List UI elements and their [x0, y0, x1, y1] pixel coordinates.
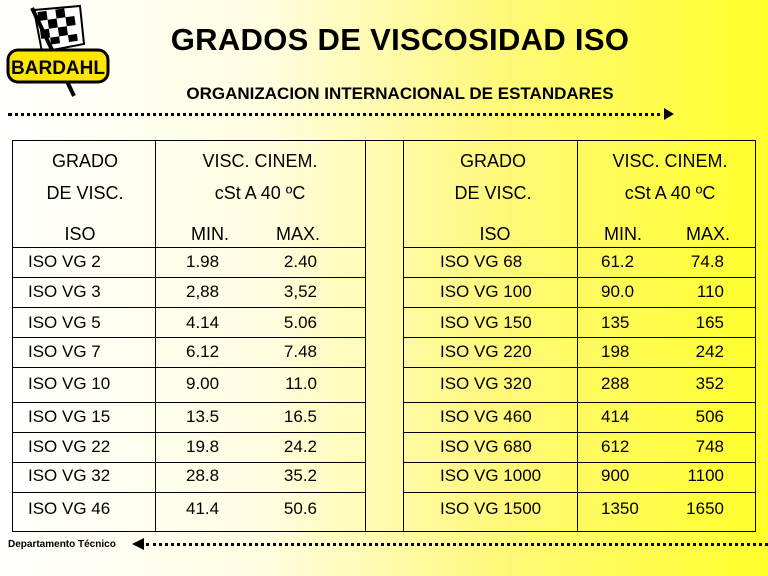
cell-grade: ISO VG 10: [28, 374, 111, 393]
cell-grade: ISO VG 320: [440, 374, 532, 393]
cell-max: 74.8: [690, 252, 724, 271]
cell-min: 41.4: [186, 499, 220, 518]
table-divider: [577, 140, 578, 532]
cell-max: 50.6: [283, 499, 317, 518]
page-subtitle: ORGANIZACION INTERNACIONAL DE ESTANDARES: [186, 84, 614, 103]
cell-max: 24.2: [283, 437, 317, 456]
cell-max: 352: [695, 374, 724, 393]
cell-max: 165: [695, 313, 724, 332]
cell-grade: ISO VG 2: [28, 252, 101, 271]
bottom-dotted-divider: [146, 543, 768, 546]
cell-grade: ISO VG 7: [28, 342, 101, 361]
cell-grade: ISO VG 3: [28, 282, 101, 301]
header-min: MIN.: [604, 224, 642, 244]
cell-max: 242: [695, 342, 724, 361]
cell-max: 7.48: [283, 342, 317, 361]
cell-min: 6.12: [186, 342, 220, 361]
header-iso: ISO: [64, 224, 96, 244]
cell-grade: ISO VG 100: [440, 282, 532, 301]
cell-min: 28.8: [186, 466, 220, 485]
cell-grade: ISO VG 22: [28, 437, 111, 456]
header-grado: GRADO: [459, 151, 526, 171]
bardahl-logo: [4, 4, 112, 98]
cell-min: 612: [601, 437, 630, 456]
cell-min: 61.2: [601, 252, 635, 271]
cell-grade: ISO VG 1500: [440, 499, 542, 518]
header-max: MAX.: [685, 224, 730, 244]
header-de-visc: DE VISC.: [46, 183, 124, 203]
table-border-left: [12, 140, 13, 532]
cell-min: 198: [601, 342, 630, 361]
cell-min: 414: [601, 407, 630, 426]
header-iso: ISO: [479, 224, 511, 244]
cell-max: 35.2: [283, 466, 317, 485]
cell-grade: ISO VG 460: [440, 407, 532, 426]
table-divider: [403, 140, 404, 532]
header-min: MIN.: [191, 224, 229, 244]
cell-min: 9.00: [186, 374, 220, 393]
cell-grade: ISO VG 680: [440, 437, 532, 456]
cell-max: 16.5: [283, 407, 317, 426]
cell-max: 11.0: [285, 374, 317, 393]
header-grado: GRADO: [51, 151, 118, 171]
cell-grade: ISO VG 15: [28, 407, 111, 426]
cell-max: 110: [696, 282, 724, 301]
cell-min: 2,88: [186, 282, 220, 301]
cell-grade: ISO VG 32: [28, 466, 111, 485]
cell-max: 506: [695, 407, 724, 426]
page-title: GRADOS DE VISCOSIDAD ISO: [170, 22, 630, 57]
cell-grade: ISO VG 150: [440, 313, 532, 332]
header-cst: cSt A 40 ºC: [214, 183, 306, 203]
cell-max: 1100: [687, 466, 724, 485]
cell-min: 19.8: [186, 437, 220, 456]
arrow-left-icon: [132, 538, 144, 550]
cell-min: 900: [601, 466, 630, 485]
cell-grade: ISO VG 1000: [440, 466, 542, 485]
cell-grade: ISO VG 46: [28, 499, 111, 518]
header-de-visc: DE VISC.: [454, 183, 532, 203]
cell-min: 4.14: [186, 313, 220, 332]
header-visc-cinem: VISC. CINEM.: [202, 151, 318, 171]
cell-grade: ISO VG 68: [440, 252, 523, 271]
table-divider: [365, 140, 366, 532]
cell-max: 5.06: [283, 313, 317, 332]
cell-max: 1650: [686, 499, 724, 518]
cell-grade: ISO VG 5: [28, 313, 101, 332]
cell-min: 1350: [601, 499, 639, 518]
table-border-top: [12, 140, 755, 141]
footer-department: Departamento Técnico: [8, 539, 116, 550]
arrow-right-icon: [664, 108, 674, 120]
header-visc-cinem: VISC. CINEM.: [612, 151, 728, 171]
header-max: MAX.: [275, 224, 320, 244]
cell-min: 13.5: [186, 407, 220, 426]
top-dotted-divider: [8, 113, 668, 116]
cell-min: 1.98: [186, 252, 220, 271]
cell-max: 2.40: [283, 252, 317, 271]
cell-min: 288: [601, 374, 630, 393]
cell-min: 135: [601, 313, 630, 332]
header-cst: cSt A 40 ºC: [624, 183, 716, 203]
cell-max: 748: [695, 437, 724, 456]
cell-min: 90.0: [601, 282, 635, 301]
table-border-bottom: [12, 531, 755, 532]
logo-text: BARDAHL: [11, 58, 105, 79]
table-divider: [155, 140, 156, 532]
cell-max: 3,52: [283, 282, 317, 301]
cell-grade: ISO VG 220: [440, 342, 532, 361]
